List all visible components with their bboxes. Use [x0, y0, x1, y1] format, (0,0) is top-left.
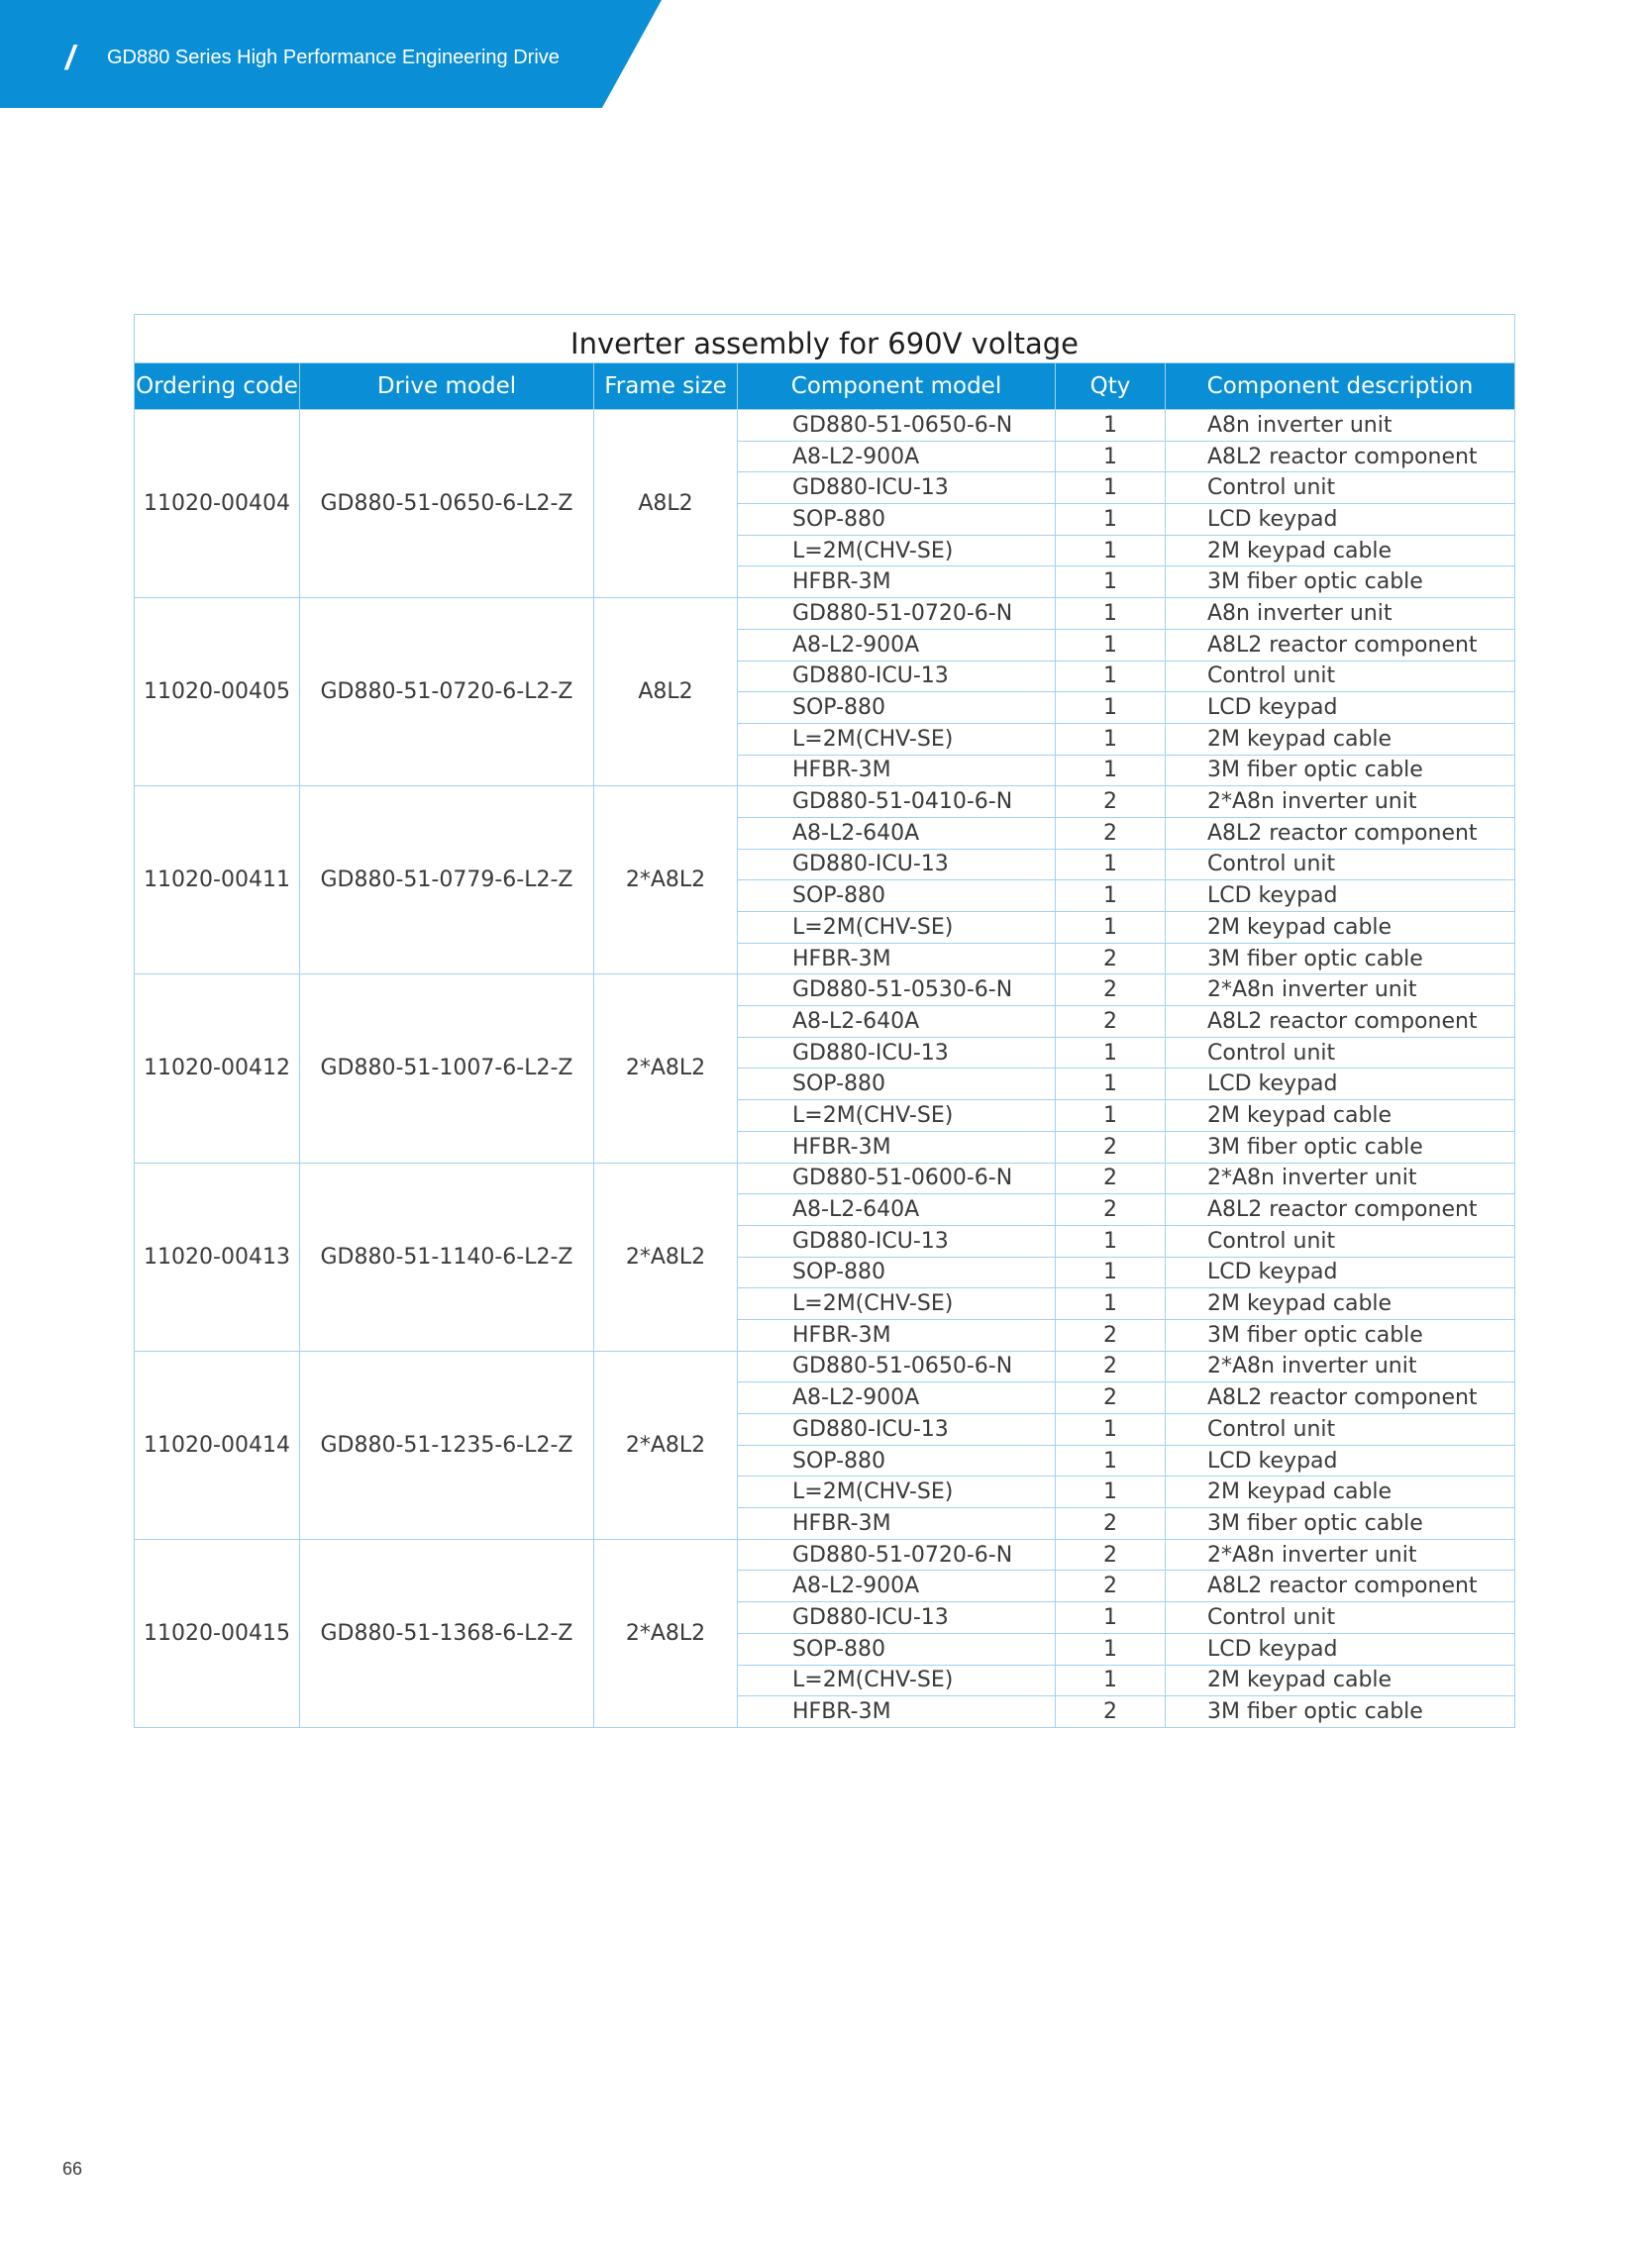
ordering-code-cell: 11020-00405 [135, 598, 300, 786]
component-description-cell: 2*A8n inverter unit [1166, 1539, 1515, 1571]
table-row [135, 1539, 1515, 1571]
frame-size-cell: 2*A8L2 [594, 786, 738, 974]
component-model-cell: L=2M(CHV-SE) [738, 1665, 1056, 1696]
component-model-cell: GD880-51-0720-6-N [738, 598, 1056, 630]
frame-size-cell: 2*A8L2 [594, 974, 738, 1163]
component-description-cell: 2*A8n inverter unit [1166, 786, 1515, 818]
component-model-cell: SOP-880 [738, 1633, 1056, 1665]
component-description-cell: 3M fiber optic cable [1166, 1319, 1515, 1351]
component-description-cell: Control unit [1166, 849, 1515, 880]
qty-cell: 1 [1056, 629, 1166, 661]
component-model-cell: HFBR-3M [738, 943, 1056, 974]
qty-cell: 2 [1056, 1319, 1166, 1351]
component-description-cell: A8L2 reactor component [1166, 1382, 1515, 1414]
component-model-cell: GD880-ICU-13 [738, 1225, 1056, 1257]
qty-cell: 1 [1056, 504, 1166, 536]
qty-cell: 1 [1056, 1100, 1166, 1132]
component-description-cell: LCD keypad [1166, 692, 1515, 724]
component-model-cell: HFBR-3M [738, 566, 1056, 598]
qty-cell: 1 [1056, 1445, 1166, 1477]
component-model-cell: HFBR-3M [738, 1319, 1056, 1351]
component-description-cell: 2*A8n inverter unit [1166, 1351, 1515, 1382]
component-model-cell: SOP-880 [738, 504, 1056, 536]
qty-cell: 1 [1056, 723, 1166, 755]
column-header: Component description [1166, 363, 1515, 410]
component-model-cell: A8-L2-900A [738, 629, 1056, 661]
component-model-cell: GD880-ICU-13 [738, 1414, 1056, 1446]
column-header: Qty [1056, 363, 1166, 410]
header-title: GD880 Series High Performance Engineering Drive [107, 47, 560, 68]
component-model-cell: L=2M(CHV-SE) [738, 912, 1056, 944]
qty-cell: 1 [1056, 441, 1166, 472]
component-model-cell: GD880-51-0600-6-N [738, 1163, 1056, 1194]
table-body [135, 410, 1515, 1728]
qty-cell: 2 [1056, 1571, 1166, 1602]
component-model-cell: SOP-880 [738, 880, 1056, 912]
component-description-cell: Control unit [1166, 1414, 1515, 1446]
component-description-cell: Control unit [1166, 1602, 1515, 1634]
component-description-cell: 2*A8n inverter unit [1166, 1163, 1515, 1194]
component-model-cell: A8-L2-900A [738, 441, 1056, 472]
component-description-cell: A8n inverter unit [1166, 598, 1515, 630]
component-model-cell: HFBR-3M [738, 1131, 1056, 1163]
qty-cell: 1 [1056, 1414, 1166, 1446]
drive-model-cell: GD880-51-1007-6-L2-Z [300, 974, 594, 1163]
component-model-cell: GD880-ICU-13 [738, 849, 1056, 880]
component-description-cell: Control unit [1166, 1037, 1515, 1069]
component-model-cell: GD880-ICU-13 [738, 661, 1056, 692]
component-description-cell: 3M fiber optic cable [1166, 1508, 1515, 1540]
table-row [135, 1163, 1515, 1194]
qty-cell: 1 [1056, 598, 1166, 630]
qty-cell: 1 [1056, 1225, 1166, 1257]
inverter-assembly-table-container [134, 314, 1514, 1728]
drive-model-cell: GD880-51-0720-6-L2-Z [300, 598, 594, 786]
component-model-cell: L=2M(CHV-SE) [738, 723, 1056, 755]
component-model-cell: A8-L2-900A [738, 1382, 1056, 1414]
component-description-cell: Control unit [1166, 472, 1515, 504]
qty-cell: 1 [1056, 849, 1166, 880]
component-description-cell: Control unit [1166, 1225, 1515, 1257]
component-description-cell: 2M keypad cable [1166, 1288, 1515, 1320]
column-header: Frame size [594, 363, 738, 410]
qty-cell: 2 [1056, 1194, 1166, 1226]
component-model-cell: GD880-51-0530-6-N [738, 974, 1056, 1006]
component-description-cell: LCD keypad [1166, 1069, 1515, 1100]
frame-size-cell: A8L2 [594, 410, 738, 598]
component-model-cell: SOP-880 [738, 1445, 1056, 1477]
qty-cell: 2 [1056, 1539, 1166, 1571]
drive-model-cell: GD880-51-0779-6-L2-Z [300, 786, 594, 974]
qty-cell: 2 [1056, 817, 1166, 849]
component-description-cell: 2M keypad cable [1166, 1665, 1515, 1696]
component-description-cell: 2M keypad cable [1166, 1477, 1515, 1508]
qty-cell: 1 [1056, 1288, 1166, 1320]
component-description-cell: 2*A8n inverter unit [1166, 974, 1515, 1006]
qty-cell: 2 [1056, 974, 1166, 1006]
drive-model-cell: GD880-51-1368-6-L2-Z [300, 1539, 594, 1727]
qty-cell: 1 [1056, 1633, 1166, 1665]
qty-cell: 1 [1056, 535, 1166, 566]
table-row [135, 786, 1515, 818]
component-model-cell: A8-L2-640A [738, 1006, 1056, 1038]
component-description-cell: 3M fiber optic cable [1166, 1696, 1515, 1728]
table-caption: Inverter assembly for 690V voltage [135, 315, 1515, 363]
qty-cell: 1 [1056, 912, 1166, 944]
component-description-cell: A8L2 reactor component [1166, 1571, 1515, 1602]
component-model-cell: HFBR-3M [738, 755, 1056, 786]
component-model-cell: A8-L2-640A [738, 1194, 1056, 1226]
qty-cell: 1 [1056, 566, 1166, 598]
component-description-cell: 2M keypad cable [1166, 535, 1515, 566]
inverter-assembly-table [134, 314, 1515, 1728]
component-description-cell: 2M keypad cable [1166, 1100, 1515, 1132]
qty-cell: 1 [1056, 692, 1166, 724]
qty-cell: 2 [1056, 943, 1166, 974]
component-model-cell: GD880-51-0410-6-N [738, 786, 1056, 818]
page-number: 66 [62, 2159, 83, 2179]
qty-cell: 1 [1056, 472, 1166, 504]
component-description-cell: 2M keypad cable [1166, 912, 1515, 944]
table-row [135, 974, 1515, 1006]
ordering-code-cell: 11020-00411 [135, 786, 300, 974]
component-description-cell: LCD keypad [1166, 1257, 1515, 1288]
component-model-cell: GD880-51-0720-6-N [738, 1539, 1056, 1571]
component-description-cell: A8L2 reactor component [1166, 1194, 1515, 1226]
component-description-cell: A8L2 reactor component [1166, 1006, 1515, 1038]
component-description-cell: 3M fiber optic cable [1166, 566, 1515, 598]
ordering-code-cell: 11020-00413 [135, 1163, 300, 1351]
qty-cell: 1 [1056, 1257, 1166, 1288]
component-model-cell: SOP-880 [738, 692, 1056, 724]
component-description-cell: A8L2 reactor component [1166, 441, 1515, 472]
component-description-cell: LCD keypad [1166, 504, 1515, 536]
qty-cell: 2 [1056, 1006, 1166, 1038]
component-description-cell: A8n inverter unit [1166, 410, 1515, 442]
ordering-code-cell: 11020-00414 [135, 1351, 300, 1539]
component-model-cell: A8-L2-900A [738, 1571, 1056, 1602]
table-row [135, 410, 1515, 442]
qty-cell: 1 [1056, 755, 1166, 786]
ordering-code-cell: 11020-00404 [135, 410, 300, 598]
drive-model-cell: GD880-51-1140-6-L2-Z [300, 1163, 594, 1351]
component-model-cell: HFBR-3M [738, 1696, 1056, 1728]
component-model-cell: SOP-880 [738, 1069, 1056, 1100]
frame-size-cell: 2*A8L2 [594, 1163, 738, 1351]
component-model-cell: GD880-51-0650-6-N [738, 410, 1056, 442]
component-model-cell: GD880-ICU-13 [738, 1037, 1056, 1069]
qty-cell: 1 [1056, 1665, 1166, 1696]
drive-model-cell: GD880-51-0650-6-L2-Z [300, 410, 594, 598]
component-model-cell: HFBR-3M [738, 1508, 1056, 1540]
component-model-cell: L=2M(CHV-SE) [738, 1100, 1056, 1132]
component-description-cell: Control unit [1166, 661, 1515, 692]
qty-cell: 1 [1056, 1069, 1166, 1100]
frame-size-cell: 2*A8L2 [594, 1539, 738, 1727]
column-header: Drive model [300, 363, 594, 410]
component-description-cell: 3M fiber optic cable [1166, 943, 1515, 974]
component-description-cell: LCD keypad [1166, 1445, 1515, 1477]
qty-cell: 1 [1056, 1602, 1166, 1634]
component-description-cell: 2M keypad cable [1166, 723, 1515, 755]
component-model-cell: A8-L2-640A [738, 817, 1056, 849]
component-description-cell: LCD keypad [1166, 880, 1515, 912]
qty-cell: 2 [1056, 1696, 1166, 1728]
frame-size-cell: 2*A8L2 [594, 1351, 738, 1539]
qty-cell: 2 [1056, 1382, 1166, 1414]
component-model-cell: GD880-51-0650-6-N [738, 1351, 1056, 1382]
qty-cell: 2 [1056, 1131, 1166, 1163]
column-header: Component model [738, 363, 1056, 410]
component-model-cell: L=2M(CHV-SE) [738, 1288, 1056, 1320]
ordering-code-cell: 11020-00415 [135, 1539, 300, 1727]
drive-model-cell: GD880-51-1235-6-L2-Z [300, 1351, 594, 1539]
qty-cell: 2 [1056, 786, 1166, 818]
component-model-cell: GD880-ICU-13 [738, 1602, 1056, 1634]
qty-cell: 1 [1056, 1037, 1166, 1069]
qty-cell: 1 [1056, 880, 1166, 912]
ordering-code-cell: 11020-00412 [135, 974, 300, 1163]
table-row [135, 1351, 1515, 1382]
qty-cell: 2 [1056, 1351, 1166, 1382]
qty-cell: 1 [1056, 410, 1166, 442]
component-description-cell: A8L2 reactor component [1166, 629, 1515, 661]
component-model-cell: L=2M(CHV-SE) [738, 1477, 1056, 1508]
qty-cell: 1 [1056, 661, 1166, 692]
qty-cell: 2 [1056, 1163, 1166, 1194]
component-model-cell: L=2M(CHV-SE) [738, 535, 1056, 566]
component-description-cell: LCD keypad [1166, 1633, 1515, 1665]
component-description-cell: 3M fiber optic cable [1166, 755, 1515, 786]
component-description-cell: 3M fiber optic cable [1166, 1131, 1515, 1163]
table-row [135, 598, 1515, 630]
component-model-cell: SOP-880 [738, 1257, 1056, 1288]
component-description-cell: A8L2 reactor component [1166, 817, 1515, 849]
frame-size-cell: A8L2 [594, 598, 738, 786]
qty-cell: 2 [1056, 1508, 1166, 1540]
component-model-cell: GD880-ICU-13 [738, 472, 1056, 504]
table-header-row [135, 363, 1515, 410]
column-header: Ordering code [135, 363, 300, 410]
qty-cell: 1 [1056, 1477, 1166, 1508]
slash-mark-icon: / [65, 40, 75, 77]
